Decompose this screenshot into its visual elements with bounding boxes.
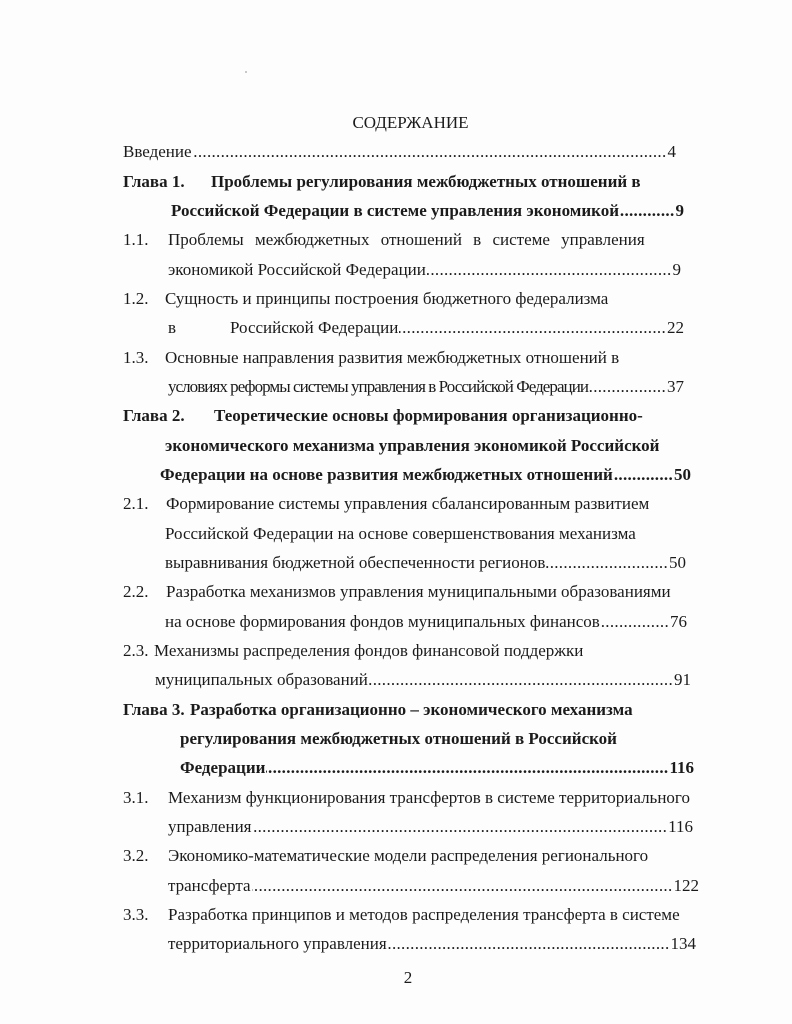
section-3-3-title-line-2: территориального управления (168, 934, 387, 954)
leader-dots (546, 548, 668, 577)
toc-leader-row (168, 812, 693, 841)
page-reference: 9 (675, 200, 684, 220)
toc-leader-row (123, 137, 676, 166)
page-reference: 22 (667, 318, 684, 338)
toc-line (0, 548, 792, 577)
section-3-2-title-line-2: трансферта (168, 875, 251, 895)
page-reference: 4 (667, 142, 676, 162)
section-2-3-title-line-2: муниципальных образований (155, 670, 368, 690)
section-2-2-title-line-2: на основе формирования фондов муниципальных финансов (165, 611, 600, 631)
page-reference: 37 (667, 376, 684, 396)
page-reference: 76 (670, 611, 687, 631)
section-1-2-title-line-1: Сущность и принципы построения бюджетного федерализма (165, 288, 609, 308)
page-reference: 134 (670, 934, 696, 954)
toc-line (0, 577, 792, 606)
chapter-1-title-line-2: Российской Федерации в системе управления экономикой (171, 200, 620, 220)
section-3-3-title-line-1: Разработка принципов и методов распределения трансферта в системе (168, 904, 680, 924)
toc-line (0, 636, 792, 665)
toc-line (0, 431, 792, 460)
section-2-1-title-line-1: Формирование системы управления сбалансированным развитием (166, 494, 650, 514)
toc-entry-section-1-2 (0, 284, 792, 343)
toc-entry-section-1-3 (0, 343, 792, 402)
toc-leader-row (171, 196, 684, 225)
toc-leader-row (155, 665, 691, 694)
chapter-3-title-line-3: Федерации (180, 758, 266, 778)
toc-title: СОДЕРЖАНИЕ (352, 113, 469, 132)
toc-entry-section-1-1 (0, 225, 792, 284)
toc-line (0, 783, 792, 812)
toc-entry-section-3-1 (0, 783, 792, 842)
toc-line (0, 372, 792, 401)
section-1-2-title-line-2b: Российской Федерации (230, 318, 399, 338)
page-reference: 91 (674, 670, 691, 690)
section-1-2-number: 1.2. (123, 288, 149, 308)
toc-leader-row (165, 607, 687, 636)
toc-line (0, 695, 792, 724)
chapter-3-title-line-1: Разработка организационно – экономического механизма (190, 699, 633, 719)
section-2-3-title-line-1: Механизмы распределения фондов финансовой поддержки (154, 640, 584, 660)
toc-entry-introduction (0, 137, 792, 166)
toc-entry-section-2-2 (0, 577, 792, 636)
page-reference: 116 (669, 758, 694, 778)
leader-dots (388, 929, 670, 958)
toc-line (0, 841, 792, 870)
leader-dots (193, 137, 667, 166)
toc-leader-row (168, 372, 684, 401)
leader-dots (253, 812, 668, 841)
table-of-contents (0, 108, 792, 959)
chapter-2-title-line-2: экономического механизма управления экономикой Российской (165, 435, 660, 455)
toc-line (0, 519, 792, 548)
toc-line (0, 871, 792, 900)
section-2-1-number: 2.1. (123, 494, 149, 514)
toc-line (0, 724, 792, 753)
toc-line (0, 812, 792, 841)
toc-line (0, 665, 792, 694)
chapter-2-number: Глава 2. (123, 406, 185, 426)
page-number: 2 (403, 968, 413, 987)
page-reference: 50 (669, 552, 686, 572)
leader-dots (620, 196, 674, 225)
section-1-3-title-line-1: Основные направления развития межбюджетных отношений в (165, 347, 620, 367)
leader-dots (614, 460, 673, 489)
toc-line (0, 607, 792, 636)
toc-leader-row (160, 460, 691, 489)
page-reference: 122 (673, 875, 699, 895)
section-2-2-title-line-1: Разработка механизмов управления муниципальными образованиями (166, 582, 671, 602)
toc-line (0, 900, 792, 929)
chapter-2-title-line-3: Федерации на основе развития межбюджетных отношений (160, 464, 613, 484)
page-reference: 50 (674, 464, 691, 484)
toc-entry-chapter-3 (0, 695, 792, 783)
toc-entry-section-2-1 (0, 489, 792, 577)
section-1-1-title-line-1: Проблемы межбюджетных отношений в системе управления (168, 230, 645, 250)
toc-line (0, 489, 792, 518)
leader-dots (369, 665, 673, 694)
leader-dots (399, 313, 666, 342)
toc-entry-section-3-3 (0, 900, 792, 959)
leader-dots (589, 372, 666, 401)
chapter-1-number: Глава 1. (123, 171, 185, 191)
toc-leader-row (180, 753, 694, 782)
section-2-2-number: 2.2. (123, 582, 149, 602)
section-2-3-number: 2.3. (123, 640, 149, 660)
scan-speck (245, 71, 247, 73)
toc-line (0, 753, 792, 782)
toc-line (0, 313, 792, 342)
section-3-3-number: 3.3. (123, 904, 149, 924)
section-1-2-title-line-2a: в (168, 318, 177, 338)
toc-line (0, 167, 792, 196)
leader-dots (266, 753, 668, 782)
introduction-title: Введение (123, 142, 192, 162)
toc-entry-section-2-3 (0, 636, 792, 695)
chapter-3-title-line-2: регулирования межбюджетных отношений в Российской (180, 728, 617, 748)
toc-leader-row (165, 548, 686, 577)
toc-line (0, 343, 792, 372)
page-reference: 116 (668, 816, 693, 836)
toc-line (0, 225, 792, 254)
toc-leader-row (168, 871, 699, 900)
toc-entry-section-3-2 (0, 841, 792, 900)
toc-leader-row (168, 929, 696, 958)
section-1-1-title-line-2: экономикой Российской Федерации (168, 259, 426, 279)
toc-entry-chapter-2 (0, 401, 792, 489)
toc-entry-chapter-1 (0, 167, 792, 226)
leader-dots (427, 255, 672, 284)
toc-leader-row (230, 313, 684, 342)
page-reference: 9 (672, 259, 681, 279)
section-3-1-title-line-1: Механизм функционирования трансфертов в системе территориального (168, 787, 690, 807)
toc-line (0, 196, 792, 225)
chapter-3-number: Глава 3. (123, 699, 185, 719)
section-3-1-title-line-2: управления (168, 816, 252, 836)
section-1-3-title-line-2: условиях реформы системы управления в Российской Федерации (168, 376, 588, 396)
leader-dots (601, 607, 669, 636)
section-1-3-number: 1.3. (123, 347, 149, 367)
leader-dots (252, 871, 673, 900)
section-2-1-title-line-3: выравнивания бюджетной обеспеченности регионов (165, 552, 546, 572)
toc-title-row (0, 108, 792, 137)
section-3-2-number: 3.2. (123, 846, 149, 866)
section-3-2-title-line-1: Экономико-математические модели распределения регионального (168, 846, 649, 866)
toc-leader-row (168, 255, 681, 284)
toc-line (0, 284, 792, 313)
section-1-1-number: 1.1. (123, 230, 149, 250)
section-3-1-number: 3.1. (123, 787, 149, 807)
toc-line (0, 460, 792, 489)
chapter-2-title-line-1: Теоретические основы формирования организационно- (214, 406, 643, 426)
section-2-1-title-line-2: Российской Федерации на основе совершенствования механизма (165, 523, 636, 543)
chapter-1-title-line-1: Проблемы регулирования межбюджетных отношений в (211, 171, 641, 191)
toc-line (0, 255, 792, 284)
toc-line (0, 401, 792, 430)
toc-line (0, 929, 792, 958)
